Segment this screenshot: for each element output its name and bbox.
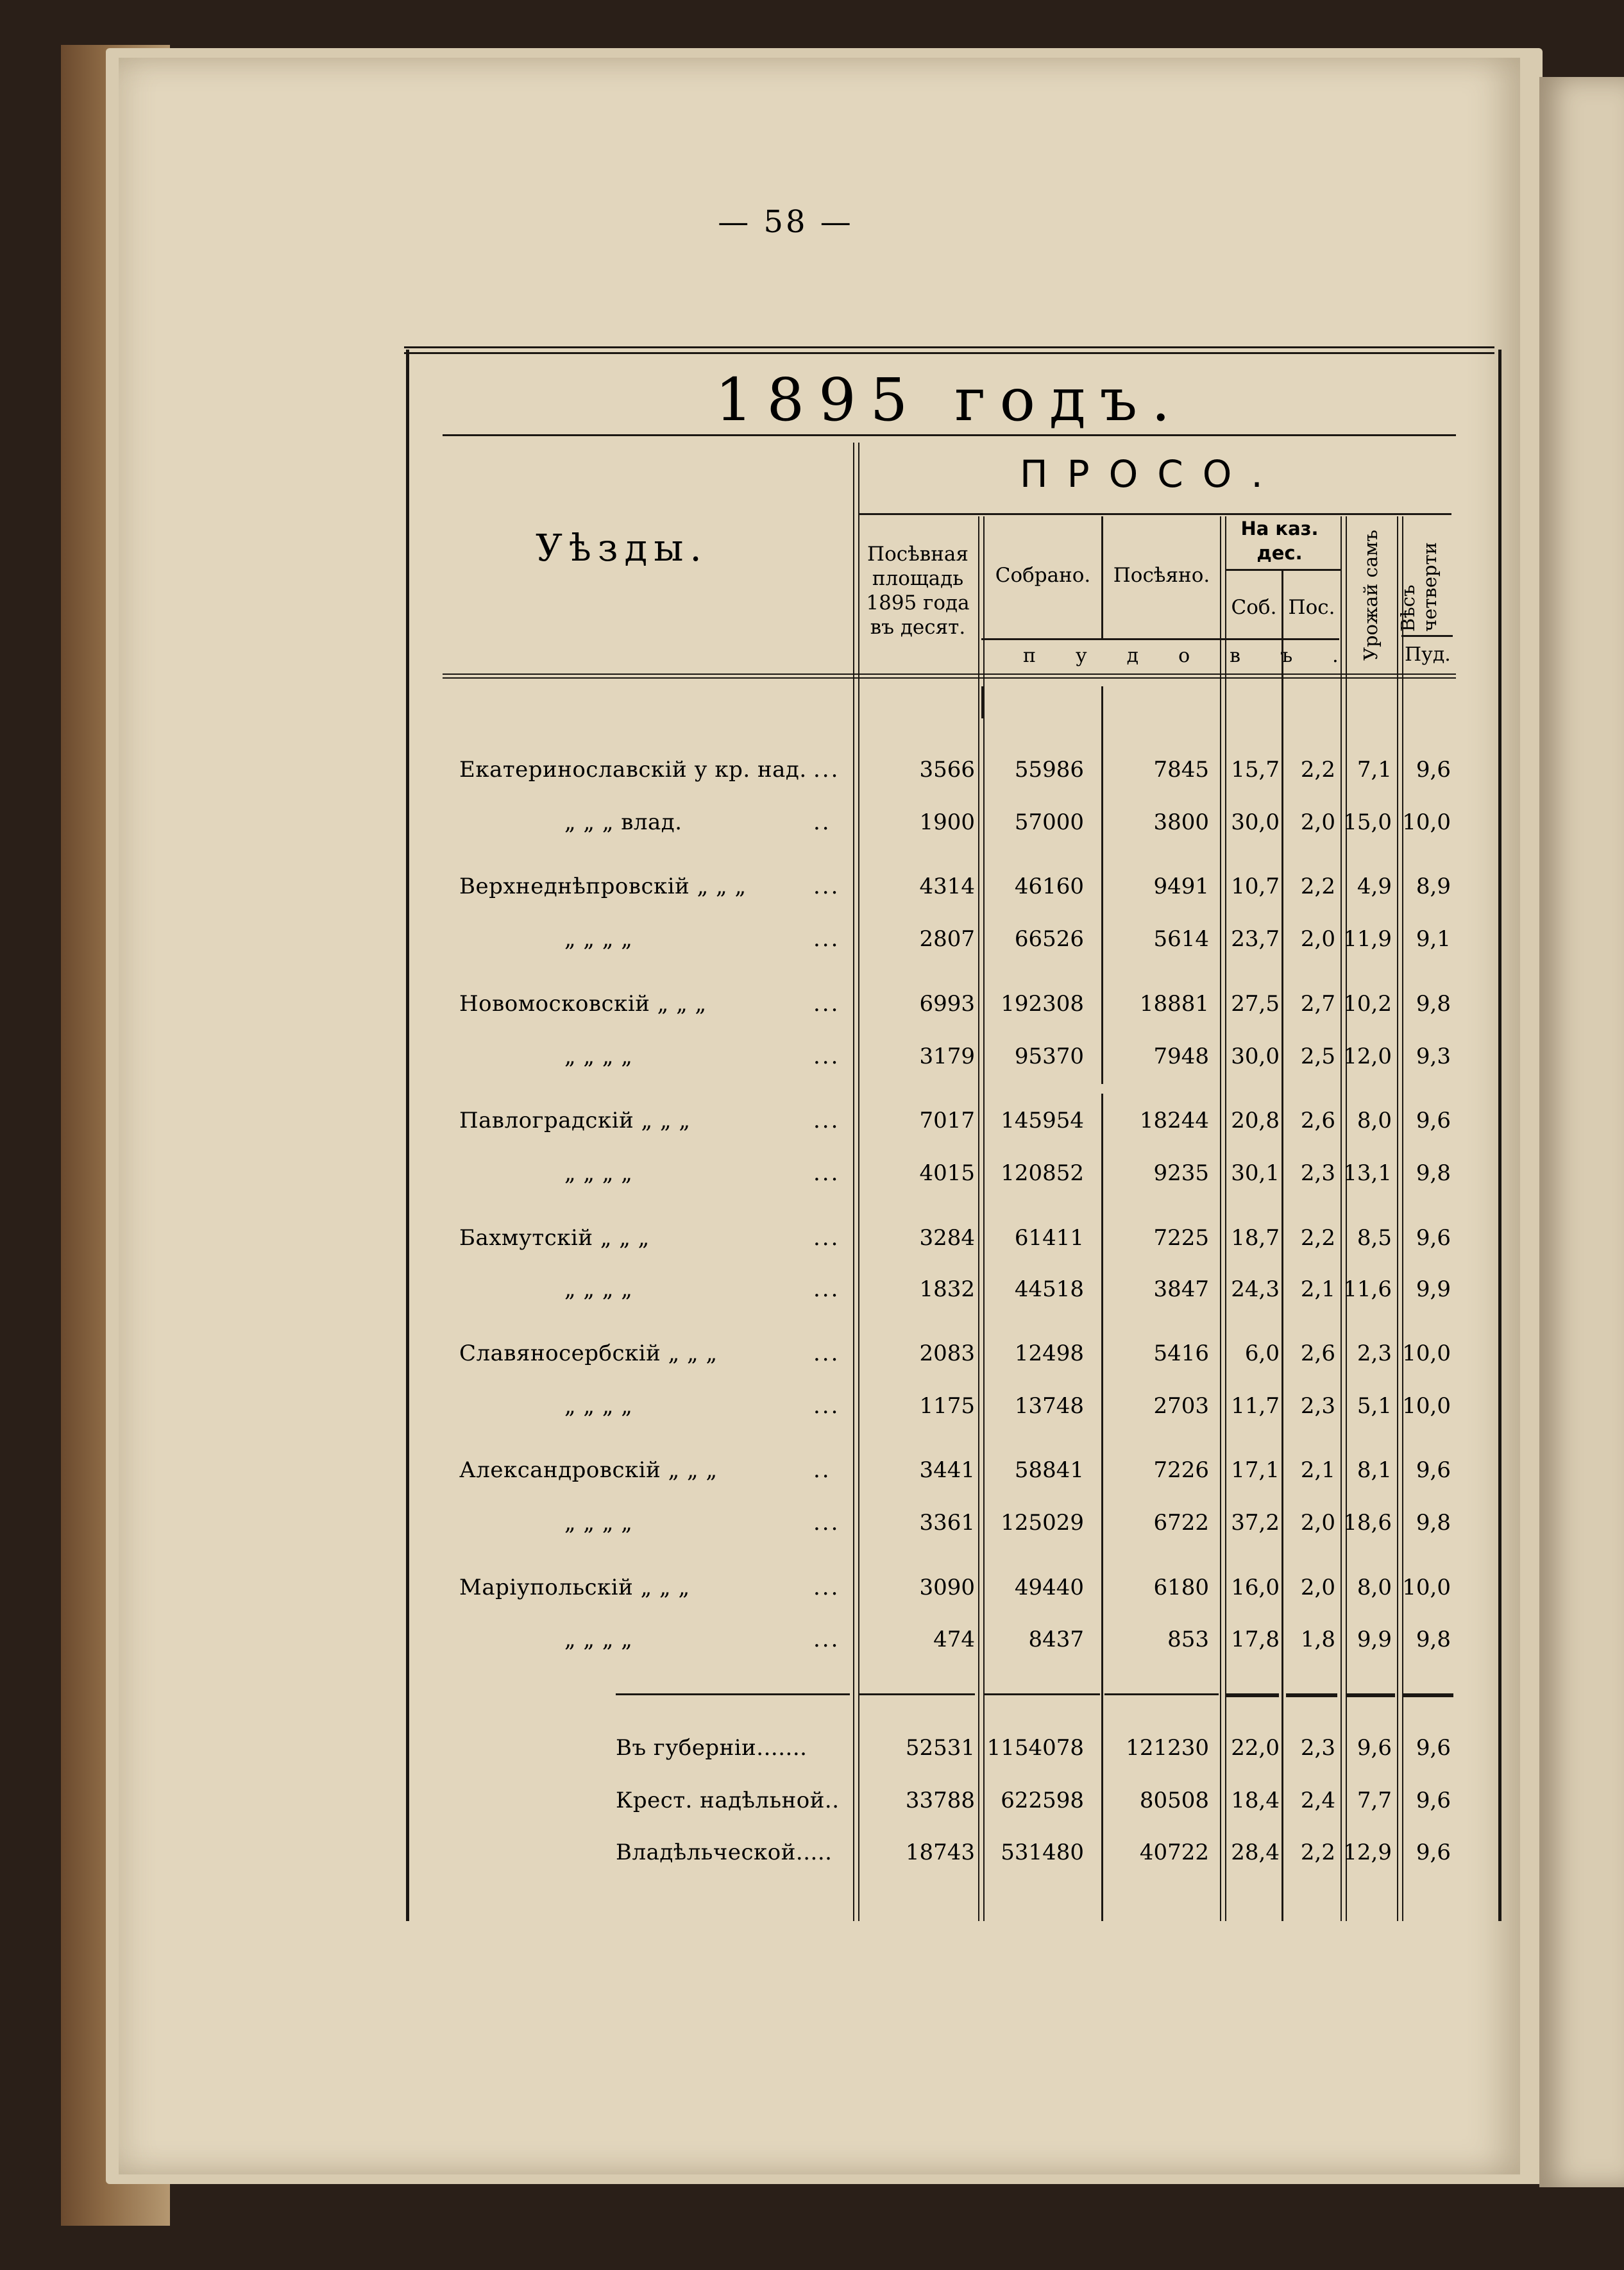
cell-weight: 9,8 <box>1416 1510 1451 1536</box>
cell-weight: 9,6 <box>1416 1108 1451 1133</box>
cell-pos: 2,0 <box>1300 1510 1335 1536</box>
cell-area: 3179 <box>919 1044 975 1069</box>
cell-pos: 2,3 <box>1300 1735 1335 1761</box>
cell-weight: 9,6 <box>1416 1457 1451 1483</box>
cell-collected: 58841 <box>1014 1457 1084 1483</box>
table-title: 1895 годъ. <box>715 366 1185 434</box>
cell-yield: 18,6 <box>1343 1510 1392 1536</box>
cell-collected: 192308 <box>1001 991 1084 1017</box>
row-district-name: Маріупольскій „ „ „ <box>459 1575 690 1600</box>
table-row <box>0 757 1624 795</box>
cell-pos: 2,1 <box>1300 1276 1335 1302</box>
cell-yield: 5,1 <box>1357 1393 1392 1419</box>
header-bottom-rule <box>443 673 1456 679</box>
table-row <box>0 809 1624 848</box>
cell-pos: 2,2 <box>1300 757 1335 783</box>
table-row <box>0 991 1624 1029</box>
header-sown-area-line: 1895 года <box>866 591 970 614</box>
row-district-name: Екатеринославскій у кр. над. <box>459 757 807 783</box>
row-district-name: Новомосковскій „ „ „ <box>459 991 707 1017</box>
cell-yield: 7,1 <box>1357 757 1392 783</box>
cell-area: 33788 <box>905 1788 975 1813</box>
cell-sob: 20,8 <box>1231 1108 1280 1133</box>
cell-sown: 853 <box>1167 1627 1209 1652</box>
cell-sob: 24,3 <box>1231 1276 1280 1302</box>
cell-sob: 30,0 <box>1231 1044 1280 1069</box>
cell-sown: 121230 <box>1126 1735 1209 1761</box>
cell-sob: 23,7 <box>1231 926 1280 952</box>
row-district-name: „ „ „ „ <box>564 1044 633 1069</box>
row-leader-dots: .. <box>813 809 831 835</box>
cell-weight: 9,6 <box>1416 1735 1451 1761</box>
row-district-name: „ „ „ „ <box>564 926 633 952</box>
header-sown-area-line: площадь <box>872 567 964 590</box>
cell-collected: 622598 <box>1001 1788 1084 1813</box>
row-leader-dots: .. <box>813 1457 831 1483</box>
cell-yield: 2,3 <box>1357 1341 1392 1366</box>
table-row <box>0 874 1624 912</box>
cell-weight: 9,9 <box>1416 1276 1451 1302</box>
cell-area: 1900 <box>919 809 975 835</box>
cell-yield: 13,1 <box>1343 1160 1392 1186</box>
cell-area: 4015 <box>919 1160 975 1186</box>
row-leader-dots: ... <box>813 1044 840 1069</box>
cell-pos: 2,3 <box>1300 1160 1335 1186</box>
row-leader-dots: ... <box>813 1575 840 1600</box>
row-district-name: „ „ „ „ <box>564 1160 633 1186</box>
row-leader-dots: ... <box>813 1160 840 1186</box>
title-rule <box>443 434 1456 436</box>
cell-area: 3090 <box>919 1575 975 1600</box>
row-district-name: „ „ „ „ <box>564 1393 633 1419</box>
cell-collected: 55986 <box>1014 757 1084 783</box>
cell-sown: 7948 <box>1153 1044 1209 1069</box>
cell-weight: 9,8 <box>1416 1627 1451 1652</box>
cell-sown: 18881 <box>1139 991 1209 1017</box>
summary-rule <box>616 1693 850 1695</box>
cell-weight: 10,0 <box>1402 1575 1451 1600</box>
header-per-desyatina <box>1222 516 1337 565</box>
row-district-name: Въ губерніи....... <box>616 1735 808 1761</box>
cell-sown: 80508 <box>1139 1788 1209 1813</box>
table-row <box>0 1160 1624 1199</box>
header-sown-area-line: Посѣвная <box>867 543 968 566</box>
cell-pos: 2,6 <box>1300 1108 1335 1133</box>
cell-sown: 5416 <box>1153 1341 1209 1366</box>
header-units-pud: Пуд. <box>1405 643 1451 666</box>
summary-row <box>0 1735 1624 1774</box>
summary-rule <box>1104 1693 1219 1695</box>
row-district-name: Владѣльческой..... <box>616 1840 833 1865</box>
cell-collected: 49440 <box>1014 1575 1084 1600</box>
cell-pos: 2,3 <box>1300 1393 1335 1419</box>
cell-sob: 15,7 <box>1231 757 1280 783</box>
cell-collected: 8437 <box>1028 1627 1084 1652</box>
header-uezdy: Уѣзды. <box>536 526 708 570</box>
cell-sob: 30,0 <box>1231 809 1280 835</box>
cell-collected: 66526 <box>1014 926 1084 952</box>
cell-yield: 8,0 <box>1357 1108 1392 1133</box>
row-district-name: Крест. надѣльной.. <box>616 1788 840 1813</box>
table-row <box>0 1457 1624 1496</box>
header-rule <box>981 638 1339 640</box>
header-sown-area-line: въ десят. <box>870 616 966 639</box>
cell-area: 3284 <box>919 1225 975 1251</box>
cell-sob: 17,1 <box>1231 1457 1280 1483</box>
cell-pos: 2,2 <box>1300 1225 1335 1251</box>
cell-sob: 18,7 <box>1231 1225 1280 1251</box>
cell-yield: 9,6 <box>1357 1735 1392 1761</box>
cell-area: 1175 <box>919 1393 975 1419</box>
cell-area: 2807 <box>919 926 975 952</box>
cell-yield: 9,9 <box>1357 1627 1392 1652</box>
cell-collected: 13748 <box>1014 1393 1084 1419</box>
cell-pos: 2,0 <box>1300 809 1335 835</box>
header-sown: Посѣяно. <box>1113 564 1210 587</box>
cell-weight: 10,0 <box>1402 1393 1451 1419</box>
cell-yield: 7,7 <box>1357 1788 1392 1813</box>
cell-weight: 9,3 <box>1416 1044 1451 1069</box>
table-row <box>0 1341 1624 1379</box>
cell-weight: 10,0 <box>1402 809 1451 835</box>
table-row <box>0 1393 1624 1432</box>
cell-sob: 11,7 <box>1231 1393 1280 1419</box>
cell-collected: 46160 <box>1014 874 1084 899</box>
cell-sown: 40722 <box>1139 1840 1209 1865</box>
cell-yield: 8,0 <box>1357 1575 1392 1600</box>
row-leader-dots: ... <box>813 874 840 899</box>
header-per-des-sown: Пос. <box>1288 596 1335 619</box>
cell-area: 18743 <box>905 1840 975 1865</box>
cell-collected: 120852 <box>1001 1160 1084 1186</box>
header-per-des-line: дес. <box>1256 542 1303 564</box>
row-district-name: Бахмутскій „ „ „ <box>459 1225 650 1251</box>
row-leader-dots: ... <box>813 991 840 1017</box>
row-leader-dots: ... <box>813 1225 840 1251</box>
row-leader-dots: ... <box>813 1393 840 1419</box>
row-district-name: „ „ „ „ <box>564 1627 633 1652</box>
col-divider <box>1397 516 1403 1921</box>
cell-collected: 145954 <box>1001 1108 1084 1133</box>
cell-sown: 3847 <box>1153 1276 1209 1302</box>
cell-sown: 7845 <box>1153 757 1209 783</box>
col-divider <box>1341 516 1347 1921</box>
cell-weight: 9,6 <box>1416 757 1451 783</box>
cell-collected: 125029 <box>1001 1510 1084 1536</box>
cell-area: 6993 <box>919 991 975 1017</box>
cell-sob: 17,8 <box>1231 1627 1280 1652</box>
cell-sown: 6722 <box>1153 1510 1209 1536</box>
cell-weight: 9,6 <box>1416 1225 1451 1251</box>
header-rule <box>858 513 1451 515</box>
cell-sown: 5614 <box>1153 926 1209 952</box>
row-district-name: Павлоградскій „ „ „ <box>459 1108 691 1133</box>
cell-sob: 28,4 <box>1231 1840 1280 1865</box>
cell-weight: 9,1 <box>1416 926 1451 952</box>
table-row <box>0 1044 1624 1082</box>
summary-rule <box>985 1693 1100 1695</box>
header-units-pudov: пудовъ. <box>1023 645 1378 667</box>
cell-sob: 16,0 <box>1231 1575 1280 1600</box>
cell-sown: 3800 <box>1153 809 1209 835</box>
row-leader-dots: ... <box>813 926 840 952</box>
cell-area: 4314 <box>919 874 975 899</box>
cell-area: 3566 <box>919 757 975 783</box>
cell-pos: 2,1 <box>1300 1457 1335 1483</box>
cell-area: 474 <box>933 1627 975 1652</box>
cell-yield: 11,9 <box>1343 926 1392 952</box>
cell-sown: 9491 <box>1153 874 1209 899</box>
cell-area: 3441 <box>919 1457 975 1483</box>
summary-rule <box>859 1693 975 1695</box>
cell-yield: 12,0 <box>1343 1044 1392 1069</box>
cell-pos: 2,0 <box>1300 926 1335 952</box>
col-divider <box>978 516 985 1921</box>
cell-sob: 22,0 <box>1231 1735 1280 1761</box>
cell-sob: 30,1 <box>1231 1160 1280 1186</box>
cell-weight: 9,8 <box>1416 991 1451 1017</box>
cell-sob: 37,2 <box>1231 1510 1280 1536</box>
cell-area: 2083 <box>919 1341 975 1366</box>
cell-pos: 2,0 <box>1300 1575 1335 1600</box>
header-sown-area <box>859 542 976 639</box>
header-weight-line: четверти <box>1419 542 1441 632</box>
cell-area: 52531 <box>905 1735 975 1761</box>
header-weight-line: Вѣсъ <box>1397 584 1419 632</box>
cell-sown: 9235 <box>1153 1160 1209 1186</box>
cell-pos: 2,2 <box>1300 874 1335 899</box>
summary-rule <box>1403 1693 1453 1697</box>
row-leader-dots: ... <box>813 1627 840 1652</box>
cell-yield: 11,6 <box>1343 1276 1392 1302</box>
summary-rule <box>1346 1693 1395 1697</box>
cell-collected: 95370 <box>1014 1044 1084 1069</box>
header-yield: Урожай самъ <box>1360 529 1382 661</box>
cell-sob: 10,7 <box>1231 874 1280 899</box>
cell-pos: 2,7 <box>1300 991 1335 1017</box>
cell-pos: 2,2 <box>1300 1840 1335 1865</box>
row-district-name: Славяносербскій „ „ „ <box>459 1341 718 1366</box>
cell-collected: 12498 <box>1014 1341 1084 1366</box>
col-divider <box>981 686 983 718</box>
cell-yield: 15,0 <box>1343 809 1392 835</box>
row-leader-dots: ... <box>813 757 840 783</box>
cell-weight: 9,8 <box>1416 1160 1451 1186</box>
cell-sown: 6180 <box>1153 1575 1209 1600</box>
table-row <box>0 1276 1624 1315</box>
header-per-des-collected: Соб. <box>1231 596 1277 619</box>
table-row <box>0 1510 1624 1548</box>
col-divider <box>1101 516 1103 638</box>
cell-area: 1832 <box>919 1276 975 1302</box>
cell-yield: 4,9 <box>1357 874 1392 899</box>
summary-row <box>0 1840 1624 1878</box>
row-district-name: Александровскій „ „ „ <box>459 1457 718 1483</box>
table-row <box>0 1108 1624 1146</box>
cell-weight: 10,0 <box>1402 1341 1451 1366</box>
cell-pos: 1,8 <box>1300 1627 1335 1652</box>
cell-sob: 27,5 <box>1231 991 1280 1017</box>
cell-pos: 2,4 <box>1300 1788 1335 1813</box>
summary-row <box>0 1788 1624 1826</box>
row-leader-dots: ... <box>813 1276 840 1302</box>
cell-collected: 44518 <box>1014 1276 1084 1302</box>
cell-weight: 9,6 <box>1416 1788 1451 1813</box>
cell-weight: 9,6 <box>1416 1840 1451 1865</box>
cell-sob: 6,0 <box>1244 1341 1280 1366</box>
table-row <box>0 1575 1624 1613</box>
row-district-name: „ „ „ влад. <box>564 809 682 835</box>
cell-area: 7017 <box>919 1108 975 1133</box>
cell-pos: 2,5 <box>1300 1044 1335 1069</box>
table-row <box>0 1225 1624 1264</box>
row-district-name: „ „ „ „ <box>564 1276 633 1302</box>
cell-sown: 18244 <box>1139 1108 1209 1133</box>
header-weight <box>1397 542 1441 632</box>
cell-collected: 61411 <box>1014 1225 1084 1251</box>
row-leader-dots: ... <box>813 1341 840 1366</box>
page-number: — 58 — <box>718 204 854 240</box>
table-row <box>0 926 1624 965</box>
cell-yield: 12,9 <box>1343 1840 1392 1865</box>
row-district-name: Верхнеднѣпровскій „ „ „ <box>459 874 747 899</box>
header-collected: Собрано. <box>995 564 1091 587</box>
cell-yield: 10,2 <box>1343 991 1392 1017</box>
cell-sob: 18,4 <box>1231 1788 1280 1813</box>
cell-weight: 8,9 <box>1416 874 1451 899</box>
cell-collected: 57000 <box>1014 809 1084 835</box>
cell-pos: 2,6 <box>1300 1341 1335 1366</box>
cell-collected: 1154078 <box>986 1735 1084 1761</box>
cell-area: 3361 <box>919 1510 975 1536</box>
summary-rule <box>1286 1693 1337 1697</box>
table-row <box>0 1627 1624 1665</box>
cell-sown: 2703 <box>1153 1393 1209 1419</box>
summary-rule <box>1226 1693 1279 1697</box>
row-leader-dots: ... <box>813 1510 840 1536</box>
cell-yield: 8,1 <box>1357 1457 1392 1483</box>
cell-sown: 7226 <box>1153 1457 1209 1483</box>
col-divider <box>1220 516 1226 1921</box>
row-leader-dots: ... <box>813 1108 840 1133</box>
header-rule <box>1401 635 1453 637</box>
header-per-des-line: На каз. <box>1240 518 1319 539</box>
header-crop: ПРОСО. <box>1020 452 1282 496</box>
cell-collected: 531480 <box>1001 1840 1084 1865</box>
cell-yield: 8,5 <box>1357 1225 1392 1251</box>
row-district-name: „ „ „ „ <box>564 1510 633 1536</box>
cell-sown: 7225 <box>1153 1225 1209 1251</box>
